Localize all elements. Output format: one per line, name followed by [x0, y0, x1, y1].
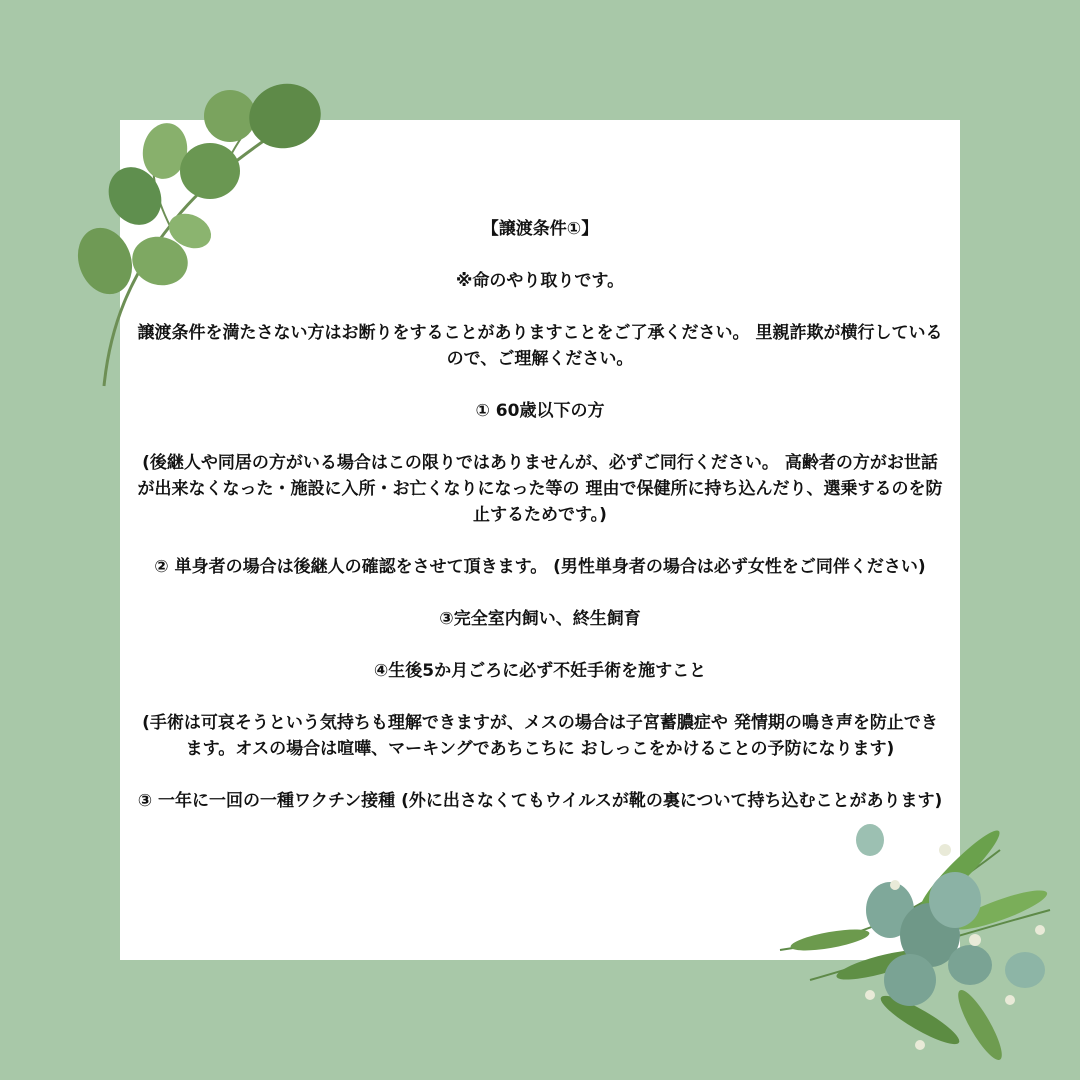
condition-3: ③完全室内飼い、終生飼育	[439, 609, 641, 629]
condition-5: ③ 一年に一回の一種ワクチン接種 (外に出さなくてもウイルスが靴の裏について持ち込むことがあります)	[137, 791, 943, 811]
title: 【譲渡条件①】	[481, 219, 599, 239]
condition-1-heading: ① 60歳以下の方	[475, 401, 605, 421]
condition-4-detail: (手術は可哀そうという気持ちも理解できますが、メスの場合は子宮蓄膿症や 発情期の鳴き声を防止できます。オスの場合は喧嘩、マーキングであちこちに おしっこをかけることの予防になります)	[142, 713, 938, 759]
eucalyptus-branch-icon	[60, 76, 340, 396]
eucalyptus-bouquet-icon	[770, 790, 1070, 1060]
intro-paragraph: 譲渡条件を満たさない方はお断りをすることがありますことをご了承ください。 里親詐欺が横行しているので、ご理解ください。	[137, 323, 943, 369]
condition-4: ④生後5か月ごろに必ず不妊手術を施すこと	[373, 661, 707, 681]
condition-1-detail: (後継人や同居の方がいる場合はこの限りではありませんが、必ずご同行ください。 高齢者の方がお世話が出来なくなった・施設に入所・お亡くなりになった等の 理由で保健所に持ち込んだり、選乗するのを防止するためです。)	[137, 453, 943, 525]
condition-2: ② 単身者の場合は後継人の確認をさせて頂きます。 (男性単身者の場合は必ず女性をご同伴ください)	[154, 557, 926, 577]
notice: ※命のやり取りです。	[455, 271, 625, 291]
